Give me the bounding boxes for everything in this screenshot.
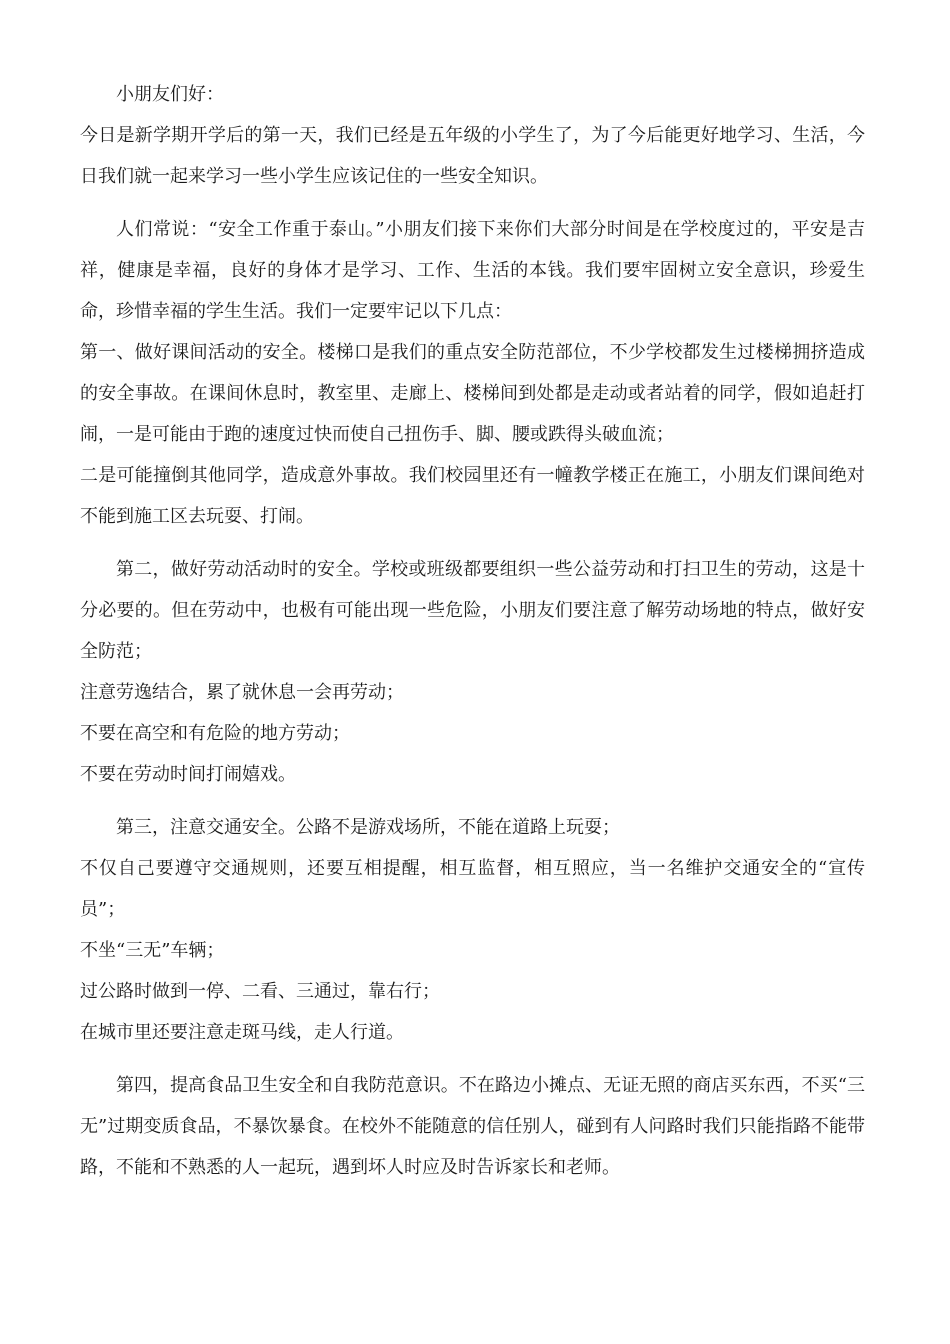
paragraph-point-2-play: 不要在劳动时间打闹嬉戏。: [80, 764, 296, 785]
document-body: [80, 74, 865, 1188]
paragraph-point-3-rules: 不仅自己要遵守交通规则，还要互相提醒，相互监督，相互照应，当一名维护交通安全的“宣传员”；: [80, 858, 865, 920]
paragraph-point-3-vehicles: 不坐“三无”车辆；: [80, 940, 225, 961]
paragraph-point-4: 第四，提高食品卫生安全和自我防范意识。不在路边小摊点、无证无照的商店买东西，不买“三无”过期变质食品，不暴饮暴食。在校外不能随意的信任别人，碰到有人问路时我们只能指路不能带路，不能和不熟悉的人一起玩，遇到坏人时应及时告诉家长和老师。: [80, 1075, 865, 1178]
paragraph-point-3-crosswalk: 在城市里还要注意走斑马线，走人行道。: [80, 1022, 404, 1043]
paragraph-point-2-rest: 注意劳逸结合，累了就休息一会再劳动；: [80, 682, 404, 703]
paragraph-point-3: 第三，注意交通安全。公路不是游戏场所，不能在道路上玩耍；: [116, 817, 620, 838]
paragraph-point-2: 第二，做好劳动活动时的安全。学校或班级都要组织一些公益劳动和打扫卫生的劳动，这是十分必要的。但在劳动中，也极有可能出现一些危险，小朋友们要注意了解劳动场地的特点，做好安全防范；: [80, 559, 865, 662]
paragraph-point-2-heights: 不要在高空和有危险的地方劳动；: [80, 723, 350, 744]
paragraph-greeting: 小朋友们好：: [116, 84, 224, 105]
paragraph-point-3-crossing: 过公路时做到一停、二看、三通过，靠右行；: [80, 981, 440, 1002]
paragraph-point-1: 第一、做好课间活动的安全。楼梯口是我们的重点安全防范部位，不少学校都发生过楼梯拥挤造成的安全事故。在课间休息时，教室里、走廊上、楼梯间到处都是走动或者站着的同学，假如追赶打闹，一是可能由于跑的速度过快而使自己扭伤手、脚、腰或跌得头破血流；: [80, 342, 865, 445]
paragraph-point-1-continued: 二是可能撞倒其他同学，造成意外事故。我们校园里还有一幢教学楼正在施工，小朋友们课间绝对不能到施工区去玩耍、打闹。: [80, 465, 865, 527]
paragraph-intro: 今日是新学期开学后的第一天，我们已经是五年级的小学生了，为了今后能更好地学习、生活，今日我们就一起来学习一些小学生应该记住的一些安全知识。: [80, 125, 865, 187]
paragraph-safety-importance: 人们常说：“安全工作重于泰山。”小朋友们接下来你们大部分时间是在学校度过的，平安是吉祥，健康是幸福，良好的身体才是学习、工作、生活的本钱。我们要牢固树立安全意识，珍爱生命，珍惜幸福的学生生活。我们一定要牢记以下几点：: [80, 219, 865, 322]
